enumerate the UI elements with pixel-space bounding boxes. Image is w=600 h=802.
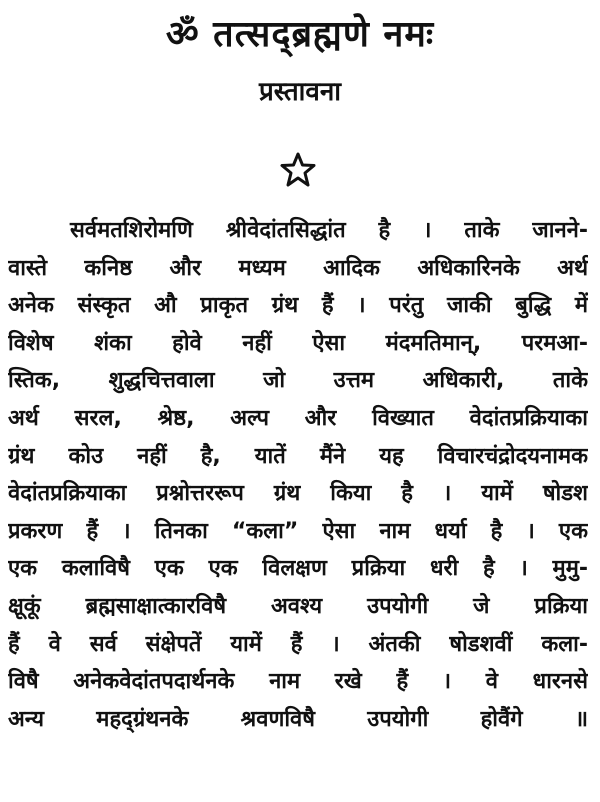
text-line: वेदांतप्रक्रियाका प्रश्नोत्तररूप ग्रंथ किया है । यामें षोडश (8, 481, 588, 507)
text-line: ग्रंथ कोउ नहीं है, यातें मैंने यह विचारचंद्रोदयनामक (8, 443, 588, 469)
text-line: सर्वमतशिरोमणि श्रीवेदांतसिद्धांत है । ताके जानने- (70, 218, 588, 243)
text-line: वास्ते कनिष्ठ और मध्यम आदिक अधिकारिनके अर्थ (8, 255, 588, 281)
star-icon (278, 150, 318, 190)
page-title: ॐ तत्सद्ब्रह्मणे नमः (165, 14, 435, 55)
section-heading: प्रस्तावना (258, 77, 342, 107)
text-line: विषै अनेकवेदांतपदार्थनके नाम रखे हैं । वे धारनसे (8, 669, 588, 695)
text-line: अन्य महद्ग्रंथनके श्रवणविषै उपयोगी होवैंगे ॥ (8, 706, 588, 732)
text-line: हैं वे सर्व संक्षेपतें यामें हैं । अंतकी षोडशवीं कला- (8, 631, 588, 657)
text-line: अर्थ सरल, श्रेष्ठ, अल्प और विख्यात वेदांतप्रक्रियाका (8, 405, 588, 431)
text-line: अनेक संस्कृत औ प्राकृत ग्रंथ हैं । परंतु जाकी बुद्धि में (8, 293, 588, 319)
text-line: स्तिक, शुद्धचित्तवाला जो उत्तम अधिकारी, ताके (8, 368, 588, 394)
text-line: विशेष शंका होवे नहीं ऐसा मंदमतिमान्, परमआ- (8, 330, 588, 356)
text-line: प्रकरण हैं । तिनका “कला” ऐसा नाम धर्या है । एक (8, 518, 588, 544)
preface-text (8, 212, 588, 738)
text-line: एक कलाविषै एक एक विलक्षण प्रक्रिया धरी है । मुमु- (8, 556, 588, 582)
text-line: क्षूकूं ब्रह्मसाक्षात्कारविषै अवश्य उपयोगी जे प्रक्रिया (8, 593, 588, 619)
